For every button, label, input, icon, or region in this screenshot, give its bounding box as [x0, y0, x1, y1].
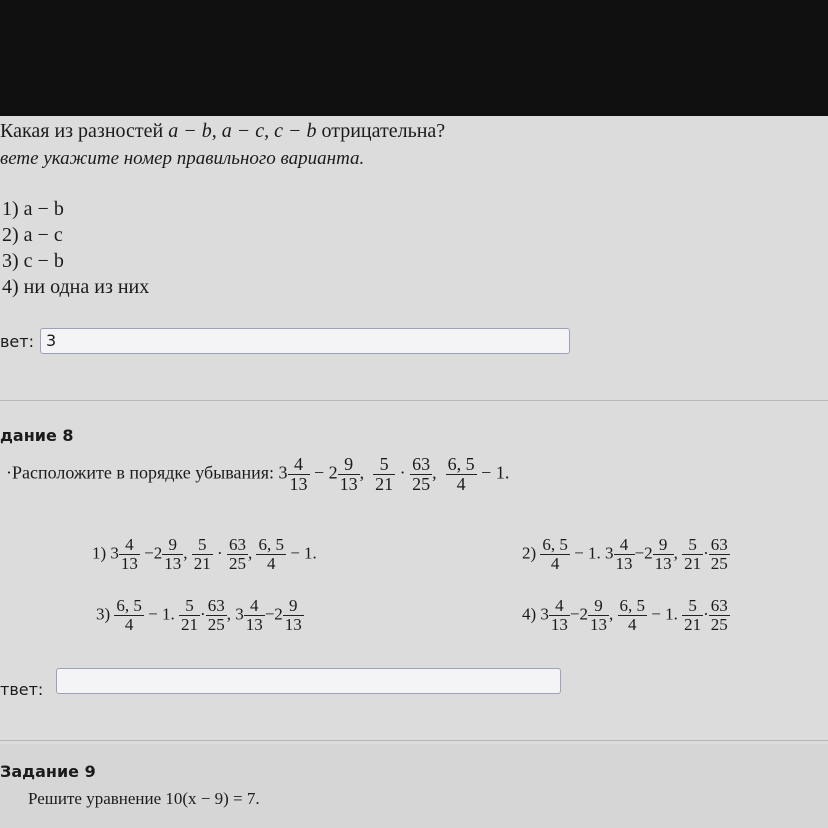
- num: 4: [614, 536, 635, 555]
- tail: − 1.: [285, 543, 317, 563]
- whole: 3: [235, 604, 244, 624]
- q8-o4-f2: [588, 597, 609, 634]
- q8-tail: − 1.: [476, 462, 510, 483]
- q8-o4-f5: [618, 597, 648, 634]
- num: 5: [192, 536, 213, 555]
- den: 21: [181, 614, 199, 634]
- num: 4: [549, 597, 570, 616]
- q8-opt4-label: 4): [522, 604, 537, 624]
- num: 9: [653, 536, 674, 555]
- task9-title: Задание 9: [0, 762, 96, 781]
- q8-o2-f1: [614, 536, 635, 573]
- num: 4: [244, 597, 265, 616]
- option-2: 2) a − c: [2, 224, 63, 246]
- answer-input-q7[interactable]: 3: [40, 328, 570, 354]
- den: 21: [684, 553, 702, 573]
- q8-dot: ·: [399, 462, 406, 483]
- divider: [0, 400, 828, 401]
- q8-frac1-num: 4: [288, 455, 310, 475]
- q8-o1-f2: [162, 536, 183, 573]
- bottom-section: [0, 744, 828, 828]
- q8-o2-f3: [682, 536, 703, 573]
- num: 5: [682, 597, 703, 616]
- den: 4: [266, 553, 276, 573]
- tail: − 1.: [143, 604, 175, 624]
- q8-m1-whole: 3: [278, 462, 288, 483]
- num: 6, 5: [258, 535, 284, 554]
- whole: 3: [540, 604, 549, 624]
- den: 13: [245, 614, 263, 634]
- den: 13: [284, 614, 302, 634]
- q8-option-2: 2) $\frac{6, 5}{4}$ − 1. 3 $\frac{4}{13}$ −2 $\frac{9}{13}$ , $\frac{5}{21}$ · $\frac{63}{25}$: [522, 535, 728, 573]
- den: 13: [615, 553, 633, 573]
- whole: 2: [274, 604, 283, 624]
- q7-prefix: Какая из разностей: [0, 120, 169, 142]
- q8-o4-f1: [549, 597, 570, 634]
- q8-option-1: 1) 3 $\frac{4}{13}$ −2 $\frac{9}{13}$ , $\frac{5}{21}$ · $\frac{63}{25}$ , $\frac{6, 5}{4}$ − 1.: [92, 535, 317, 573]
- task8-title: дание 8: [0, 426, 74, 445]
- task8-prompt: ·Расположите в порядке убывания: 3 $\frac{4}{13}$ − 2 $\frac{9}{13}$ , $\frac{5}{21}$ · $\frac{63}{25}$ , $\frac{6, 5}{4}$ − 1.: [6, 454, 510, 494]
- q8-o2-f2: [653, 536, 674, 573]
- answer-label-q8: твет:: [0, 680, 44, 699]
- question7-hint: вете укажите номер правильного варианта.: [0, 148, 365, 169]
- q8-opt3-label: 3): [96, 604, 111, 624]
- dark-top-area: [0, 0, 828, 116]
- q8-o3-f3: [179, 597, 200, 634]
- dot: ·: [703, 543, 709, 563]
- q8-minus: −: [314, 462, 325, 483]
- den: 13: [550, 614, 568, 634]
- option-4: 4) ни одна из них: [2, 276, 150, 298]
- num: 6, 5: [116, 596, 142, 615]
- q8-prompt-text: ·Расположите в порядке убывания:: [6, 462, 279, 483]
- question7-text: [0, 120, 445, 143]
- q8-frac4-num: 63: [412, 454, 431, 474]
- answer-input-q8[interactable]: [56, 668, 561, 694]
- den: 13: [164, 553, 182, 573]
- q8-opt1-label: 1): [92, 543, 107, 563]
- q8-frac2-den: 13: [339, 473, 358, 494]
- q8-frac5: [446, 455, 477, 494]
- answer-label-q7: вет:: [0, 332, 34, 351]
- q8-frac1-den: 13: [289, 473, 308, 494]
- q8-frac3-num: 5: [373, 455, 395, 475]
- q8-frac4: [410, 455, 432, 494]
- tail: − 1.: [569, 543, 601, 563]
- q8-o1-f1: [119, 536, 140, 573]
- q8-o1-m1: 3: [110, 543, 119, 563]
- task9-prompt: Решите уравнение 10(x − 9) = 7.: [28, 789, 260, 808]
- dot: ·: [217, 543, 223, 563]
- q8-frac3: [373, 455, 395, 494]
- minus: −: [144, 543, 154, 563]
- q8-frac3-den: 21: [375, 473, 394, 494]
- minus: −: [634, 543, 645, 563]
- whole: 2: [579, 604, 589, 624]
- den: 13: [120, 553, 138, 573]
- q8-o4-f3: [682, 597, 703, 634]
- num: 6, 5: [542, 535, 568, 554]
- den: 25: [207, 614, 225, 634]
- q8-o1-f5: [256, 536, 286, 573]
- num: 9: [162, 536, 183, 555]
- divider-2: [0, 740, 828, 741]
- num: 63: [207, 596, 225, 615]
- q8-frac1: [288, 455, 310, 494]
- q8-o4-f4: [709, 597, 730, 634]
- q8-o3-f5: [114, 597, 144, 634]
- whole: 3: [605, 543, 614, 563]
- num: 6, 5: [619, 596, 646, 615]
- q8-option-3: 3) $\frac{6, 5}{4}$ − 1. $\frac{5}{21}$ · $\frac{63}{25}$ , 3 $\frac{4}{13}$ −2 $\frac{9}{13}$: [96, 596, 302, 634]
- q8-o1-f3: [192, 536, 213, 573]
- den: 25: [710, 614, 728, 634]
- q8-o2-f5: [540, 536, 570, 573]
- den: 25: [710, 553, 728, 573]
- num: 9: [283, 597, 304, 616]
- den: 4: [124, 614, 134, 634]
- q8-frac4-den: 25: [412, 473, 431, 494]
- den: 4: [550, 553, 560, 573]
- option-1: 1) a − b: [2, 198, 64, 220]
- q8-frac2: [338, 455, 360, 494]
- den: 4: [628, 614, 637, 634]
- q8-opt2-label: 2): [522, 543, 537, 563]
- dot: ·: [200, 604, 206, 624]
- minus: −: [264, 604, 275, 624]
- den: 13: [654, 553, 672, 573]
- den: 21: [193, 553, 211, 573]
- q8-frac5-den: 4: [456, 473, 466, 494]
- num: 5: [179, 597, 200, 616]
- num: 63: [228, 535, 246, 554]
- dot: ·: [703, 604, 709, 624]
- q8-o3-f1: [244, 597, 265, 634]
- num: 5: [682, 536, 703, 555]
- whole: 2: [153, 543, 163, 563]
- q7-expr: a − b, a − c, c − b: [168, 120, 317, 142]
- minus: −: [569, 604, 580, 624]
- den: 21: [684, 614, 702, 634]
- den: 25: [228, 553, 246, 573]
- q8-frac2-num: 9: [338, 455, 360, 475]
- q8-frac5-num: 6, 5: [447, 454, 475, 474]
- q8-o2-f4: [709, 536, 730, 573]
- num: 63: [710, 535, 728, 554]
- num: 4: [119, 536, 140, 555]
- q8-o3-f2: [283, 597, 304, 634]
- q8-o3-f4: [206, 597, 227, 634]
- tail: − 1.: [647, 604, 678, 624]
- option-3: 3) c − b: [2, 250, 64, 272]
- num: 63: [710, 596, 728, 615]
- q8-o1-f4: [227, 536, 248, 573]
- q8-option-4: 4) 3 $\frac{4}{13}$ −2 $\frac{9}{13}$ , $\frac{6, 5}{4}$ − 1. $\frac{5}{21}$ · $\frac{63}{25}$: [522, 596, 728, 634]
- q7-suffix: отрицательна?: [316, 120, 446, 142]
- num: 9: [588, 597, 609, 616]
- q8-m2-whole: 2: [328, 462, 338, 483]
- whole: 2: [644, 543, 653, 563]
- den: 13: [590, 614, 608, 634]
